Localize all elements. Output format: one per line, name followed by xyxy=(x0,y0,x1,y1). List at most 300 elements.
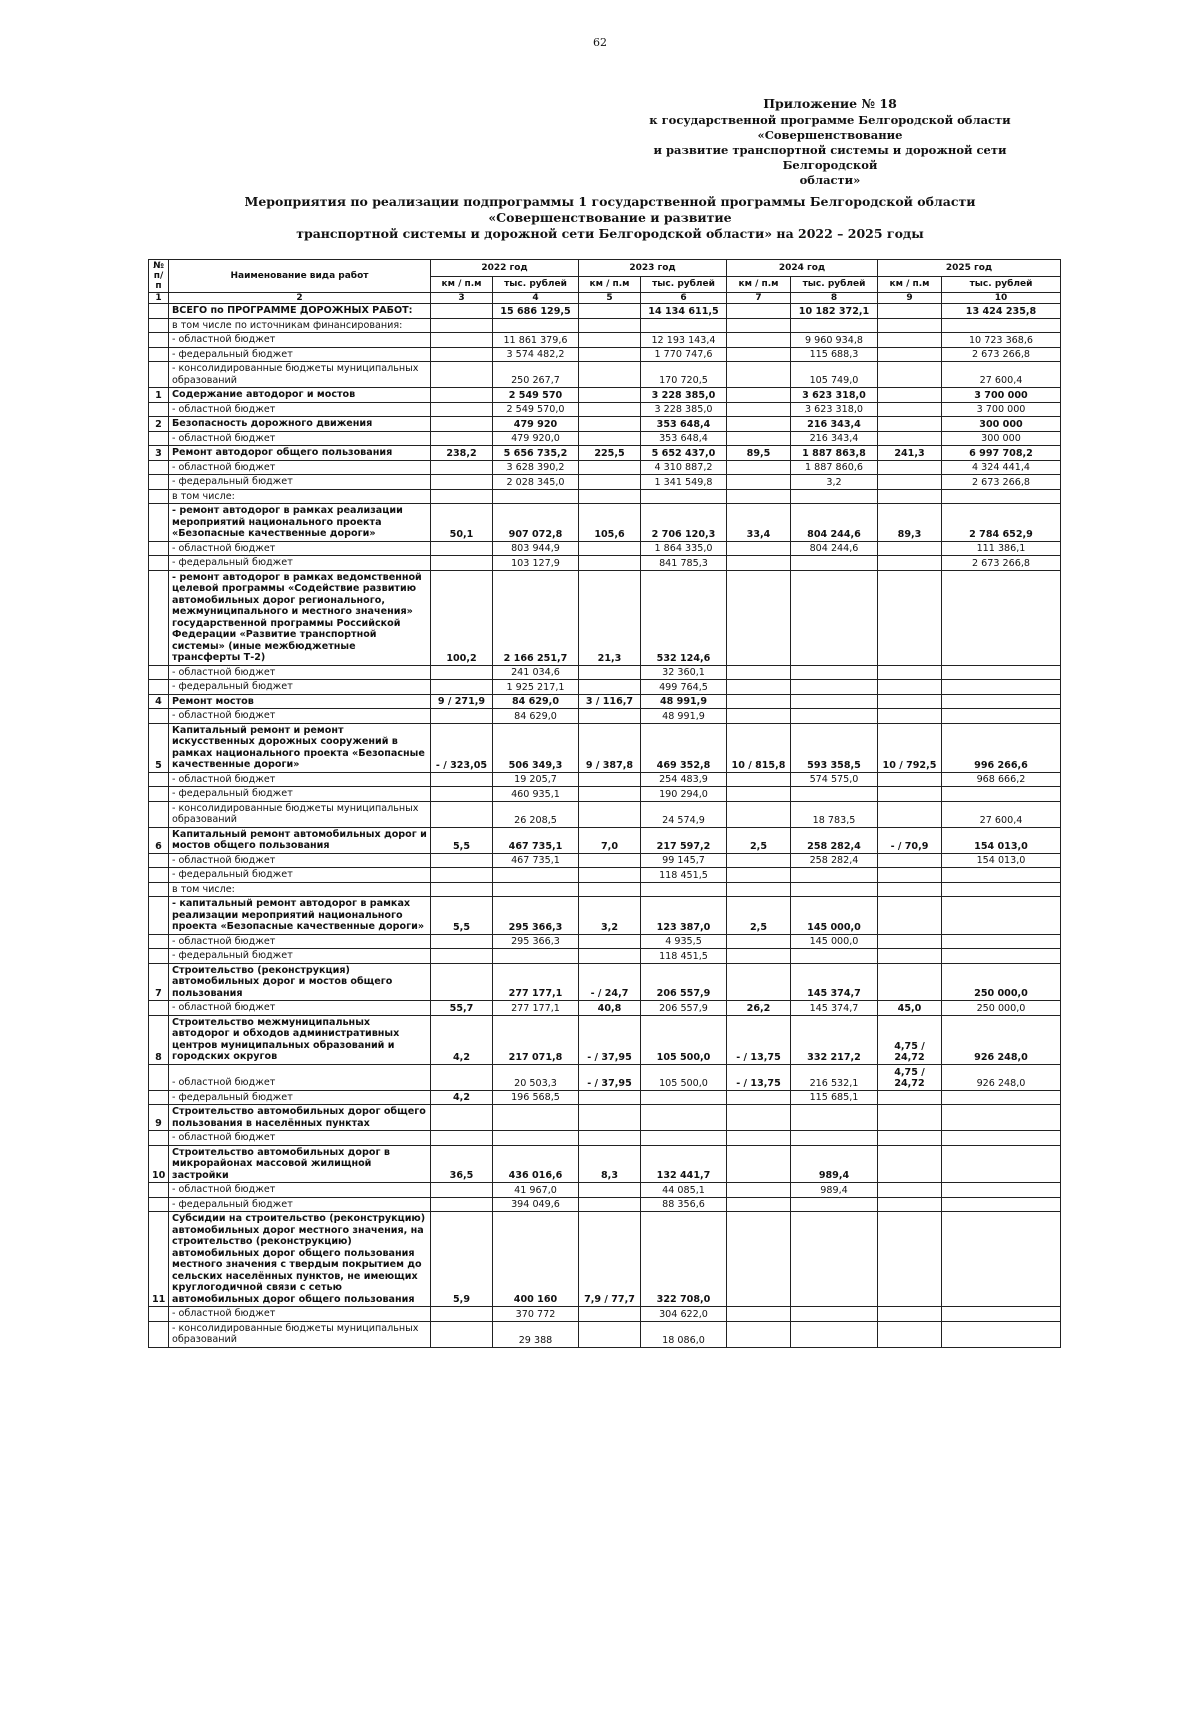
amount-cell: 216 343,4 xyxy=(791,417,878,432)
km-cell xyxy=(878,1145,942,1183)
km-cell xyxy=(727,680,791,695)
amount-cell: 467 735,1 xyxy=(493,853,579,868)
km-cell xyxy=(431,1105,493,1131)
table-row xyxy=(149,446,1061,461)
amount-cell: 154 013,0 xyxy=(942,827,1061,853)
amount-cell: 118 451,5 xyxy=(641,949,727,964)
row-number xyxy=(149,541,169,556)
km-cell xyxy=(579,1131,641,1146)
amount-cell: 370 772 xyxy=(493,1307,579,1322)
amount-cell: 216 532,1 xyxy=(791,1064,878,1090)
amount-cell: 926 248,0 xyxy=(942,1064,1061,1090)
km-cell xyxy=(727,853,791,868)
table-row xyxy=(149,1145,1061,1183)
amount-cell xyxy=(641,489,727,504)
km-cell xyxy=(878,489,942,504)
amount-cell xyxy=(791,882,878,897)
amount-cell xyxy=(942,1183,1061,1198)
amount-cell: 1 341 549,8 xyxy=(641,475,727,490)
row-number xyxy=(149,801,169,827)
table-row xyxy=(149,402,1061,417)
amount-cell: 4 935,5 xyxy=(641,934,727,949)
row-number xyxy=(149,504,169,542)
km-cell xyxy=(878,460,942,475)
table-row xyxy=(149,388,1061,403)
row-name: - федеральный бюджет xyxy=(169,556,431,571)
amount-cell: 989,4 xyxy=(791,1145,878,1183)
km-cell xyxy=(727,304,791,319)
amount-cell: 254 483,9 xyxy=(641,772,727,787)
row-name: - областной бюджет xyxy=(169,541,431,556)
amount-cell: 217 071,8 xyxy=(493,1015,579,1064)
row-number xyxy=(149,475,169,490)
km-cell xyxy=(431,709,493,724)
km-cell: - / 70,9 xyxy=(878,827,942,853)
km-cell xyxy=(579,460,641,475)
km-cell xyxy=(579,475,641,490)
table-row xyxy=(149,963,1061,1001)
km-cell xyxy=(878,897,942,935)
column-index: 3 xyxy=(431,293,493,304)
km-cell: 10 / 792,5 xyxy=(878,723,942,772)
km-cell: 8,3 xyxy=(579,1145,641,1183)
km-cell xyxy=(727,489,791,504)
km-cell xyxy=(431,949,493,964)
km-cell xyxy=(579,934,641,949)
row-name: - федеральный бюджет xyxy=(169,1197,431,1212)
header-name: Наименование вида работ xyxy=(169,260,431,293)
km-cell xyxy=(727,709,791,724)
amount-cell: 5 656 735,2 xyxy=(493,446,579,461)
amount-cell: 111 386,1 xyxy=(942,541,1061,556)
km-cell xyxy=(878,665,942,680)
amount-cell: 804 244,6 xyxy=(791,541,878,556)
amount-cell xyxy=(641,1090,727,1105)
amount-cell xyxy=(942,787,1061,802)
km-cell xyxy=(727,882,791,897)
amount-cell: 217 597,2 xyxy=(641,827,727,853)
km-cell xyxy=(579,801,641,827)
amount-cell xyxy=(942,1131,1061,1146)
km-cell xyxy=(579,388,641,403)
amount-cell xyxy=(791,318,878,333)
table-row xyxy=(149,1064,1061,1090)
row-name: - федеральный бюджет xyxy=(169,949,431,964)
amount-cell: 250 267,7 xyxy=(493,362,579,388)
row-number xyxy=(149,489,169,504)
km-cell xyxy=(727,431,791,446)
km-cell: - / 13,75 xyxy=(727,1015,791,1064)
km-cell xyxy=(878,417,942,432)
amount-cell xyxy=(942,1090,1061,1105)
row-name: Строительство (реконструкция) автомобильных дорог и мостов общего пользования xyxy=(169,963,431,1001)
table-row xyxy=(149,868,1061,883)
row-name: - областной бюджет xyxy=(169,431,431,446)
km-cell xyxy=(431,304,493,319)
km-cell xyxy=(878,388,942,403)
amount-cell: 3,2 xyxy=(791,475,878,490)
amount-cell xyxy=(942,570,1061,665)
amount-cell: 1 770 747,6 xyxy=(641,347,727,362)
amount-cell: 2 549 570,0 xyxy=(493,402,579,417)
amount-cell: 5 652 437,0 xyxy=(641,446,727,461)
amount-cell: 145 374,7 xyxy=(791,1001,878,1016)
table-row xyxy=(149,541,1061,556)
row-name: Капитальный ремонт и ремонт искусственных дорожных сооружений в рамках национального проекта «Безопасные качественные дороги» xyxy=(169,723,431,772)
km-cell xyxy=(579,1090,641,1105)
table-row xyxy=(149,1321,1061,1347)
row-number xyxy=(149,709,169,724)
km-cell xyxy=(878,1321,942,1347)
km-cell xyxy=(878,1105,942,1131)
km-cell xyxy=(431,772,493,787)
amount-cell: 506 349,3 xyxy=(493,723,579,772)
km-cell xyxy=(878,304,942,319)
km-cell xyxy=(878,1183,942,1198)
row-number: 8 xyxy=(149,1015,169,1064)
table-row xyxy=(149,1307,1061,1322)
row-number xyxy=(149,934,169,949)
row-number xyxy=(149,1183,169,1198)
row-name: Ремонт автодорог общего пользования xyxy=(169,446,431,461)
row-number: 4 xyxy=(149,694,169,709)
row-name: - федеральный бюджет xyxy=(169,347,431,362)
row-name: Строительство автомобильных дорог в микрорайонах массовой жилищной застройки xyxy=(169,1145,431,1183)
row-number xyxy=(149,362,169,388)
table-row xyxy=(149,570,1061,665)
row-name: - федеральный бюджет xyxy=(169,1090,431,1105)
amount-cell: 84 629,0 xyxy=(493,694,579,709)
amount-cell xyxy=(641,1131,727,1146)
row-name: - консолидированные бюджеты муниципальных образований xyxy=(169,362,431,388)
amount-cell: 804 244,6 xyxy=(791,504,878,542)
row-number xyxy=(149,402,169,417)
amount-cell xyxy=(942,1197,1061,1212)
km-cell: 2,5 xyxy=(727,827,791,853)
km-cell: 89,5 xyxy=(727,446,791,461)
amount-cell: 196 568,5 xyxy=(493,1090,579,1105)
amount-cell xyxy=(791,489,878,504)
amount-cell: 3 700 000 xyxy=(942,388,1061,403)
km-cell xyxy=(878,347,942,362)
amount-cell: 145 374,7 xyxy=(791,963,878,1001)
row-number: 1 xyxy=(149,388,169,403)
header-rub: тыс. рублей xyxy=(942,276,1061,293)
amount-cell: 26 208,5 xyxy=(493,801,579,827)
km-cell: 4,75 / 24,72 xyxy=(878,1015,942,1064)
header-rub: тыс. рублей xyxy=(493,276,579,293)
column-index: 4 xyxy=(493,293,579,304)
amount-cell: 295 366,3 xyxy=(493,897,579,935)
km-cell xyxy=(878,402,942,417)
row-name: - областной бюджет xyxy=(169,1131,431,1146)
km-cell xyxy=(727,556,791,571)
amount-cell: 170 720,5 xyxy=(641,362,727,388)
row-number xyxy=(149,570,169,665)
amount-cell xyxy=(791,665,878,680)
km-cell xyxy=(579,362,641,388)
amount-cell: 4 310 887,2 xyxy=(641,460,727,475)
header-year-2023: 2023 год xyxy=(579,260,727,277)
km-cell xyxy=(579,333,641,348)
row-name: - федеральный бюджет xyxy=(169,787,431,802)
km-cell xyxy=(431,680,493,695)
table-row xyxy=(149,1212,1061,1307)
header-year-2022: 2022 год xyxy=(431,260,579,277)
amount-cell: 15 686 129,5 xyxy=(493,304,579,319)
document-title xyxy=(170,194,1050,242)
table-row xyxy=(149,723,1061,772)
km-cell xyxy=(878,680,942,695)
km-cell xyxy=(878,570,942,665)
column-index-row xyxy=(149,293,1061,304)
amount-cell xyxy=(791,1212,878,1307)
amount-cell: 1 887 860,6 xyxy=(791,460,878,475)
km-cell xyxy=(431,556,493,571)
table-body xyxy=(149,304,1061,1348)
km-cell xyxy=(878,772,942,787)
row-number: 6 xyxy=(149,827,169,853)
table-row xyxy=(149,934,1061,949)
km-cell xyxy=(431,1307,493,1322)
row-name: Субсидии на строительство (реконструкцию) автомобильных дорог местного значения, на строительство (реконструкцию) автомобильных дорог общего пользования местного значения с твердым покрытием до сельских населённых пунктов, не имеющих круглогодичной связи с сетью автомобильных дорог общего пользования xyxy=(169,1212,431,1307)
km-cell xyxy=(579,1307,641,1322)
km-cell xyxy=(878,556,942,571)
km-cell xyxy=(727,963,791,1001)
amount-cell xyxy=(493,1105,579,1131)
amount-cell: 250 000,0 xyxy=(942,1001,1061,1016)
km-cell xyxy=(727,570,791,665)
amount-cell: 841 785,3 xyxy=(641,556,727,571)
amount-cell: 803 944,9 xyxy=(493,541,579,556)
km-cell xyxy=(727,801,791,827)
row-name: Содержание автодорог и мостов xyxy=(169,388,431,403)
amount-cell xyxy=(791,1197,878,1212)
row-name: - ремонт автодорог в рамках реализации мероприятий национального проекта «Безопасные качественные дороги» xyxy=(169,504,431,542)
amount-cell: 400 160 xyxy=(493,1212,579,1307)
document-title-line-1: Мероприятия по реализации подпрограммы 1 государственной программы Белгородской области «Совершенствование и развитие xyxy=(244,194,976,225)
km-cell xyxy=(727,333,791,348)
amount-cell: 103 127,9 xyxy=(493,556,579,571)
amount-cell: 27 600,4 xyxy=(942,362,1061,388)
amount-cell: 277 177,1 xyxy=(493,963,579,1001)
km-cell xyxy=(878,882,942,897)
km-cell xyxy=(878,318,942,333)
amount-cell: 118 451,5 xyxy=(641,868,727,883)
km-cell: 7,9 / 77,7 xyxy=(579,1212,641,1307)
km-cell: 5,9 xyxy=(431,1212,493,1307)
amount-cell xyxy=(641,318,727,333)
amount-cell: 322 708,0 xyxy=(641,1212,727,1307)
km-cell xyxy=(579,556,641,571)
km-cell: 4,75 / 24,72 xyxy=(878,1064,942,1090)
header-year-2024: 2024 год xyxy=(727,260,878,277)
table-row xyxy=(149,882,1061,897)
header-km: км / п.м xyxy=(727,276,791,293)
row-number xyxy=(149,460,169,475)
km-cell xyxy=(727,787,791,802)
km-cell xyxy=(431,1183,493,1198)
amount-cell: 394 049,6 xyxy=(493,1197,579,1212)
amount-cell: 926 248,0 xyxy=(942,1015,1061,1064)
row-name: - областной бюджет xyxy=(169,665,431,680)
amount-cell: 105 500,0 xyxy=(641,1064,727,1090)
appendix-block xyxy=(610,96,1050,188)
km-cell: 10 / 815,8 xyxy=(727,723,791,772)
km-cell xyxy=(878,934,942,949)
row-name: - консолидированные бюджеты муниципальных образований xyxy=(169,801,431,827)
km-cell xyxy=(727,1105,791,1131)
row-number xyxy=(149,431,169,446)
amount-cell: 105 749,0 xyxy=(791,362,878,388)
km-cell xyxy=(727,1321,791,1347)
km-cell xyxy=(579,665,641,680)
km-cell: 5,5 xyxy=(431,827,493,853)
km-cell xyxy=(727,949,791,964)
km-cell xyxy=(878,963,942,1001)
km-cell xyxy=(431,402,493,417)
amount-cell: 216 343,4 xyxy=(791,431,878,446)
amount-cell: 18 086,0 xyxy=(641,1321,727,1347)
amount-cell xyxy=(493,949,579,964)
km-cell: 241,3 xyxy=(878,446,942,461)
header-num: № п/п xyxy=(149,260,169,293)
row-name: Строительство межмуниципальных автодорог и обходов административных центров муниципальных образований и городских округов xyxy=(169,1015,431,1064)
amount-cell xyxy=(791,787,878,802)
amount-cell: 467 735,1 xyxy=(493,827,579,853)
km-cell xyxy=(579,417,641,432)
row-name: Капитальный ремонт автомобильных дорог и мостов общего пользования xyxy=(169,827,431,853)
km-cell xyxy=(878,541,942,556)
km-cell: - / 24,7 xyxy=(579,963,641,1001)
table-row xyxy=(149,362,1061,388)
km-cell xyxy=(431,388,493,403)
km-cell xyxy=(727,460,791,475)
table-row xyxy=(149,1183,1061,1198)
row-number: 9 xyxy=(149,1105,169,1131)
amount-cell: 19 205,7 xyxy=(493,772,579,787)
row-number xyxy=(149,318,169,333)
row-number: 5 xyxy=(149,723,169,772)
amount-cell: 460 935,1 xyxy=(493,787,579,802)
row-name: - областной бюджет xyxy=(169,853,431,868)
km-cell: 89,3 xyxy=(878,504,942,542)
amount-cell xyxy=(942,1321,1061,1347)
table-row xyxy=(149,475,1061,490)
km-cell: 3,2 xyxy=(579,897,641,935)
table-row xyxy=(149,417,1061,432)
km-cell xyxy=(431,801,493,827)
amount-cell xyxy=(942,934,1061,949)
km-cell xyxy=(579,347,641,362)
km-cell xyxy=(431,1131,493,1146)
row-number xyxy=(149,1131,169,1146)
amount-cell xyxy=(942,694,1061,709)
amount-cell: 206 557,9 xyxy=(641,963,727,1001)
page-number: 62 xyxy=(593,36,607,49)
km-cell xyxy=(727,1183,791,1198)
amount-cell: 44 085,1 xyxy=(641,1183,727,1198)
km-cell xyxy=(431,362,493,388)
km-cell xyxy=(727,1307,791,1322)
row-number xyxy=(149,772,169,787)
row-number xyxy=(149,333,169,348)
amount-cell: 479 920,0 xyxy=(493,431,579,446)
amount-cell: 206 557,9 xyxy=(641,1001,727,1016)
km-cell xyxy=(431,333,493,348)
km-cell: 40,8 xyxy=(579,1001,641,1016)
km-cell xyxy=(579,489,641,504)
km-cell xyxy=(878,475,942,490)
table-row xyxy=(149,1197,1061,1212)
km-cell xyxy=(878,868,942,883)
amount-cell xyxy=(493,1131,579,1146)
table-row xyxy=(149,333,1061,348)
km-cell xyxy=(431,882,493,897)
km-cell xyxy=(431,853,493,868)
column-index: 5 xyxy=(579,293,641,304)
km-cell xyxy=(727,541,791,556)
amount-cell: 12 193 143,4 xyxy=(641,333,727,348)
column-index: 9 xyxy=(878,293,942,304)
amount-cell: 436 016,6 xyxy=(493,1145,579,1183)
header-rub: тыс. рублей xyxy=(641,276,727,293)
row-number xyxy=(149,1307,169,1322)
amount-cell: 574 575,0 xyxy=(791,772,878,787)
appendix-line-1: к государственной программе Белгородской области «Совершенствование xyxy=(649,113,1011,142)
km-cell xyxy=(431,431,493,446)
amount-cell xyxy=(942,868,1061,883)
table-row xyxy=(149,1090,1061,1105)
amount-cell: 154 013,0 xyxy=(942,853,1061,868)
row-number xyxy=(149,787,169,802)
column-index: 10 xyxy=(942,293,1061,304)
row-name: в том числе: xyxy=(169,882,431,897)
km-cell xyxy=(878,333,942,348)
km-cell xyxy=(727,362,791,388)
amount-cell: 3 228 385,0 xyxy=(641,388,727,403)
row-name: - областной бюджет xyxy=(169,1183,431,1198)
amount-cell: 968 666,2 xyxy=(942,772,1061,787)
km-cell: - / 37,95 xyxy=(579,1015,641,1064)
row-name: - областной бюджет xyxy=(169,1307,431,1322)
km-cell xyxy=(579,882,641,897)
km-cell xyxy=(727,1197,791,1212)
table-row xyxy=(149,504,1061,542)
km-cell xyxy=(727,665,791,680)
table-row xyxy=(149,431,1061,446)
amount-cell xyxy=(641,1105,727,1131)
km-cell: 5,5 xyxy=(431,897,493,935)
amount-cell: 115 685,1 xyxy=(791,1090,878,1105)
amount-cell: 3 628 390,2 xyxy=(493,460,579,475)
amount-cell: 907 072,8 xyxy=(493,504,579,542)
row-name: - областной бюджет xyxy=(169,709,431,724)
header-km: км / п.м xyxy=(431,276,493,293)
amount-cell: 1 864 335,0 xyxy=(641,541,727,556)
km-cell xyxy=(579,541,641,556)
km-cell xyxy=(878,787,942,802)
amount-cell: 3 228 385,0 xyxy=(641,402,727,417)
amount-cell: 4 324 441,4 xyxy=(942,460,1061,475)
amount-cell xyxy=(942,489,1061,504)
amount-cell xyxy=(942,1145,1061,1183)
km-cell: 7,0 xyxy=(579,827,641,853)
row-name: - областной бюджет xyxy=(169,1001,431,1016)
table-row xyxy=(149,694,1061,709)
column-index: 7 xyxy=(727,293,791,304)
table-row xyxy=(149,1015,1061,1064)
